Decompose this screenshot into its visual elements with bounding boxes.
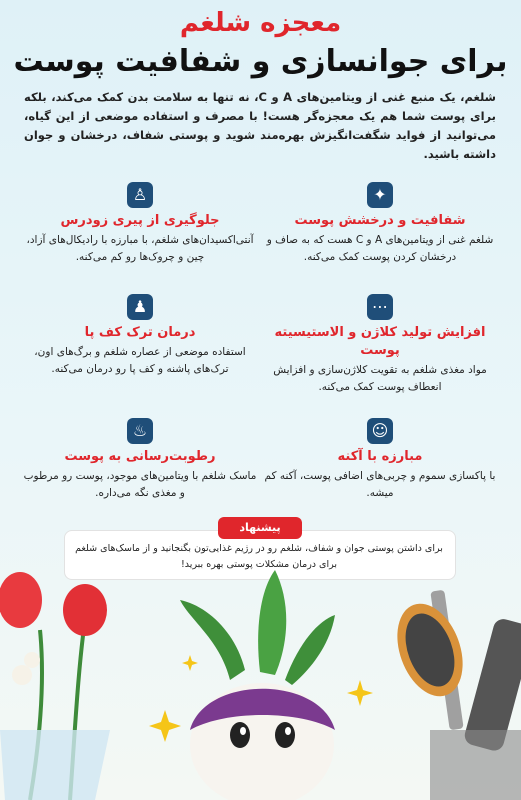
card-title: درمان ترک کف پا	[84, 325, 196, 340]
card-collagen	[262, 294, 498, 396]
elderly-person-icon: ♙	[127, 182, 153, 208]
sparkle-icon: ✦	[367, 182, 393, 208]
card-heel	[22, 294, 258, 378]
card-text: با پاکسازی سموم و چربی‌های اضافی پوست، آکنه کم میشه.	[264, 470, 496, 499]
suggestion-text: برای داشتن پوستی جوان و شفاف، شلغم رو در رژیم غذایی‌تون بگنجانید و از ماسک‌های شلغم برای درمان مشکلات پوستی بهره ببرید!	[75, 543, 443, 570]
card-text: آنتی‌اکسیدان‌های شلغم، با مبارزه با رادیکال‌های آزاد، چین و چروک‌ها رو کم می‌کنه.	[26, 234, 254, 263]
card-text: شلغم غنی از ویتامین‌های A و C هست که به صاف و درخشان کردن پوست کمک می‌کنه.	[266, 234, 494, 263]
card-clarity	[262, 182, 498, 266]
acne-face-icon: ☺	[367, 418, 393, 444]
moisture-icon: ♨	[127, 418, 153, 444]
card-text: ماسک شلغم با ویتامین‌های موجود، پوست رو مرطوب و مغذی نگه می‌داره.	[23, 470, 257, 499]
card-title: جلوگیری از پیری زودرس	[60, 213, 220, 228]
illustration	[0, 560, 521, 800]
card-text: استفاده موضعی از عصاره شلغم و برگ‌های اون، ترک‌های پاشنه و کف پا رو درمان می‌کنه.	[34, 346, 246, 375]
page-subtitle: برای جوانسازی و شفافیت پوست	[13, 44, 508, 79]
hairbrush-icon	[385, 590, 521, 800]
foot-icon: ♟	[127, 294, 153, 320]
card-text: مواد مغذی شلغم به تقویت کلاژن‌سازی و افزایش انعطاف پوست کمک می‌کنه.	[273, 364, 487, 393]
card-antiaging	[22, 182, 258, 266]
turnip-icon	[160, 570, 335, 800]
tulip-flower-icon	[0, 572, 110, 800]
page-title: معجزه شلغم	[179, 8, 342, 38]
card-title: افزایش تولید کلاژن و الاستیسیته پوست	[274, 325, 486, 358]
suggestion-badge: پیشنهاد	[218, 517, 302, 539]
card-acne	[262, 418, 498, 502]
card-title: شفافیت و درخشش پوست	[294, 213, 466, 228]
intro-paragraph: شلغم، یک منبع غنی از ویتامین‌های A و C، نه تنها به سلامت بدن کمک می‌کند، بلکه برای پوست شما هم یک معجزه‌گر هست! با مصرف و استفاده موضعی از این گیاه، می‌توانید از فواید شگفت‌انگیزش بهره‌مند شوید و پوستی شفاف، درخشان و جوان داشته باشید.	[24, 90, 496, 161]
collagen-icon: ⋯	[367, 294, 393, 320]
card-title: مبارزه با آکنه	[337, 449, 423, 464]
card-title: رطوبت‌رسانی به پوست	[64, 449, 216, 464]
card-moisture	[22, 418, 258, 502]
